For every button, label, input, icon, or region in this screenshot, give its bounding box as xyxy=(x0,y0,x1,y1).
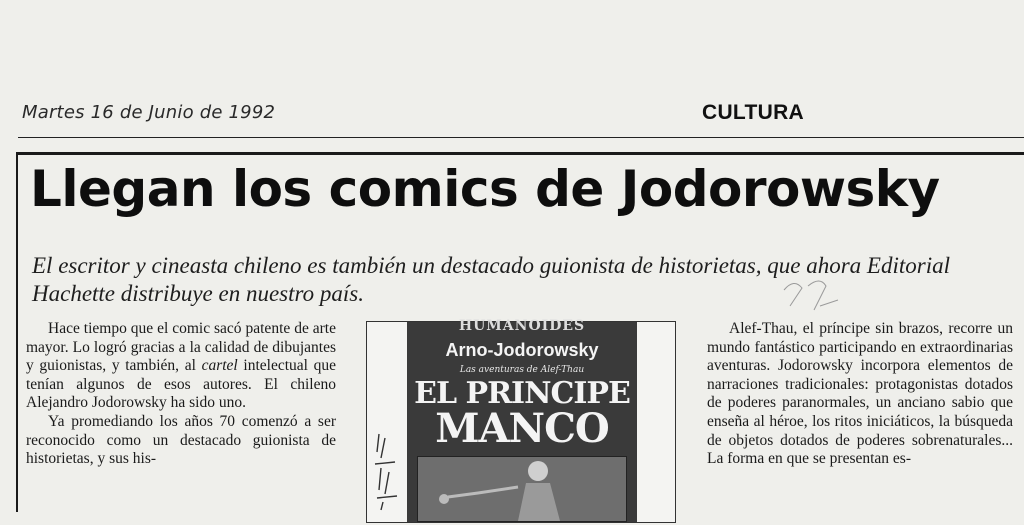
article-column-left xyxy=(26,320,336,469)
figure-illustration xyxy=(418,457,626,521)
paragraph-2: Ya promediando los años 70 comenzó a ser reconocido como un destacado guionista de historietas, y sus his- xyxy=(26,412,336,468)
paragraph-1-text-a: Hace tiempo que el comic sacó patente de arte mayor. Lo logró gracias a la calidad de dibujantes y guionistas, y también, al xyxy=(26,320,336,375)
cover-series: HUMANOIDES xyxy=(458,318,586,334)
article-top-rule xyxy=(18,152,1024,155)
cover-author: Arno-Jodorowsky xyxy=(445,340,599,360)
dateline: Martes 16 de Junio de 1992 xyxy=(22,102,276,123)
headline: Llegan los comics de Jodorowsky xyxy=(30,160,940,218)
book-cover-photo xyxy=(366,318,676,523)
paragraph-1 xyxy=(26,320,336,413)
comic-cover xyxy=(407,318,637,522)
paragraph-3: Alef-Thau, el príncipe sin brazos, recorre un mundo fantástico participando en extraordinarias aventuras. Jodorowsky incorpora elementos de narraciones tradicionales: protagonistas dotados de poderes paranormales, un anciano sabio que enseña al héroe, los ritos iniciáticos, la búsqueda de objetos dotados de poderes sobrenaturales... La forma en que se presentan es- xyxy=(707,320,1013,468)
paragraph-1-emphasis: cartel xyxy=(201,357,238,375)
cover-title-line-1: EL PRINCIPE xyxy=(414,376,630,411)
cover-title-line-2: MANCO xyxy=(435,405,609,452)
article-deck: El escritor y cineasta chileno es también un destacado guionista de historietas, que ahora Editorial Hachette distribuye en nuestro país. xyxy=(32,253,950,306)
article-column-right xyxy=(707,320,1013,469)
handwritten-note xyxy=(371,432,405,512)
cover-illustration xyxy=(417,456,627,522)
paragraph-1-text-b: intelectual que tenían algunos de esos autores. El chileno Alejandro Jodorowsky ha sido uno. xyxy=(26,357,336,412)
section-title: CULTURA xyxy=(702,101,805,124)
header-rule xyxy=(18,137,1024,138)
article-left-rule xyxy=(16,152,18,512)
cover-subtitle: Las aventuras de Alef-Thau xyxy=(459,365,585,375)
pencil-mark xyxy=(780,276,840,316)
